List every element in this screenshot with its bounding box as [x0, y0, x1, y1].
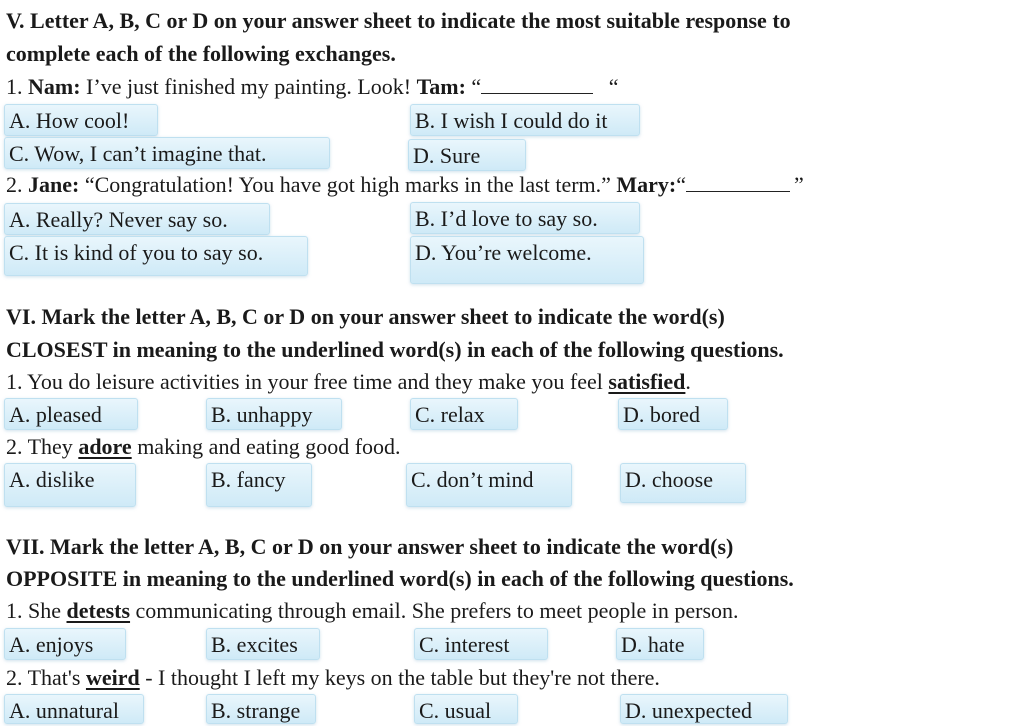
- question-number: 1.: [6, 74, 23, 99]
- speaker-name: Tam:: [416, 74, 466, 99]
- option-c[interactable]: C. interest: [414, 628, 548, 660]
- option-b[interactable]: B. strange: [206, 694, 316, 724]
- section-vii-heading-line2: OPPOSITE in meaning to the underlined word(s) in each of the following questions.: [6, 566, 794, 591]
- question-text: I’ve just finished my painting. Look!: [86, 74, 412, 99]
- question-text-end: communicating through email. She prefers to meet people in person.: [135, 598, 739, 623]
- question-text-end: - I thought I left my keys on the table but they're not there.: [145, 665, 660, 690]
- option-a[interactable]: A. dislike: [4, 463, 136, 507]
- question-text: 1. She: [6, 598, 61, 623]
- section-vii-heading-line1: VII. Mark the letter A, B, C or D on your answer sheet to indicate the word(s): [6, 534, 734, 559]
- option-d[interactable]: D. You’re welcome.: [410, 236, 644, 284]
- option-c[interactable]: C. It is kind of you to say so.: [4, 236, 308, 276]
- option-c[interactable]: C. relax: [410, 398, 518, 430]
- section-vi-heading-line1: VI. Mark the letter A, B, C or D on your answer sheet to indicate the word(s): [6, 304, 725, 329]
- option-c[interactable]: C. Wow, I can’t imagine that.: [4, 137, 330, 169]
- option-d[interactable]: D. choose: [620, 463, 746, 503]
- option-d[interactable]: D. Sure: [408, 139, 526, 171]
- question-number: 2.: [6, 172, 23, 197]
- open-quote: “: [471, 74, 482, 99]
- answer-blank: [481, 73, 593, 94]
- question-text: 2. They: [6, 434, 73, 459]
- option-b[interactable]: B. fancy: [206, 463, 312, 507]
- option-a[interactable]: A. How cool!: [4, 104, 158, 136]
- option-b[interactable]: B. unhappy: [206, 398, 342, 430]
- underlined-word: weird: [85, 665, 140, 690]
- section-v-question-2: [6, 171, 804, 199]
- option-d[interactable]: D. hate: [616, 628, 704, 660]
- underlined-word: satisfied: [608, 369, 686, 394]
- close-quote: ”: [794, 172, 804, 197]
- option-b[interactable]: B. I wish I could do it: [410, 104, 640, 136]
- option-a[interactable]: A. pleased: [4, 398, 138, 430]
- option-d[interactable]: D. unexpected: [620, 694, 788, 724]
- open-quote: “: [676, 172, 687, 197]
- question-text-end: making and eating good food.: [137, 434, 401, 459]
- speaker-name: Mary:: [616, 172, 677, 197]
- speaker-name: Jane:: [28, 172, 80, 197]
- option-a[interactable]: A. enjoys: [4, 628, 126, 660]
- underlined-word: detests: [66, 598, 131, 623]
- option-d[interactable]: D. bored: [618, 398, 728, 430]
- section-v-heading-line1: V. Letter A, B, C or D on your answer sheet to indicate the most suitable response to: [6, 8, 791, 33]
- section-vii-question-2: [6, 664, 660, 692]
- section-vi-heading-line2: CLOSEST in meaning to the underlined word(s) in each of the following questions.: [6, 337, 784, 362]
- answer-blank: [686, 171, 790, 192]
- option-b[interactable]: B. excites: [206, 628, 320, 660]
- underlined-word: adore: [78, 434, 132, 459]
- question-text-end: .: [685, 369, 691, 394]
- option-b[interactable]: B. I’d love to say so.: [410, 202, 640, 234]
- section-vii-question-1: [6, 597, 739, 625]
- option-c[interactable]: C. don’t mind: [406, 463, 572, 507]
- question-text: 1. You do leisure activities in your free time and they make you feel: [6, 369, 603, 394]
- option-c[interactable]: C. usual: [414, 694, 518, 724]
- close-quote: “: [608, 74, 619, 99]
- speaker-name: Nam:: [28, 74, 81, 99]
- section-vi-question-1: [6, 368, 691, 396]
- option-a[interactable]: A. unnatural: [4, 694, 144, 724]
- question-text: 2. That's: [6, 665, 81, 690]
- section-vi-question-2: [6, 433, 401, 461]
- option-a[interactable]: A. Really? Never say so.: [4, 203, 270, 235]
- section-v-question-1: [6, 73, 618, 101]
- section-v-heading-line2: complete each of the following exchanges.: [6, 41, 396, 66]
- question-text: “Congratulation! You have got high marks in the last term.”: [84, 172, 611, 197]
